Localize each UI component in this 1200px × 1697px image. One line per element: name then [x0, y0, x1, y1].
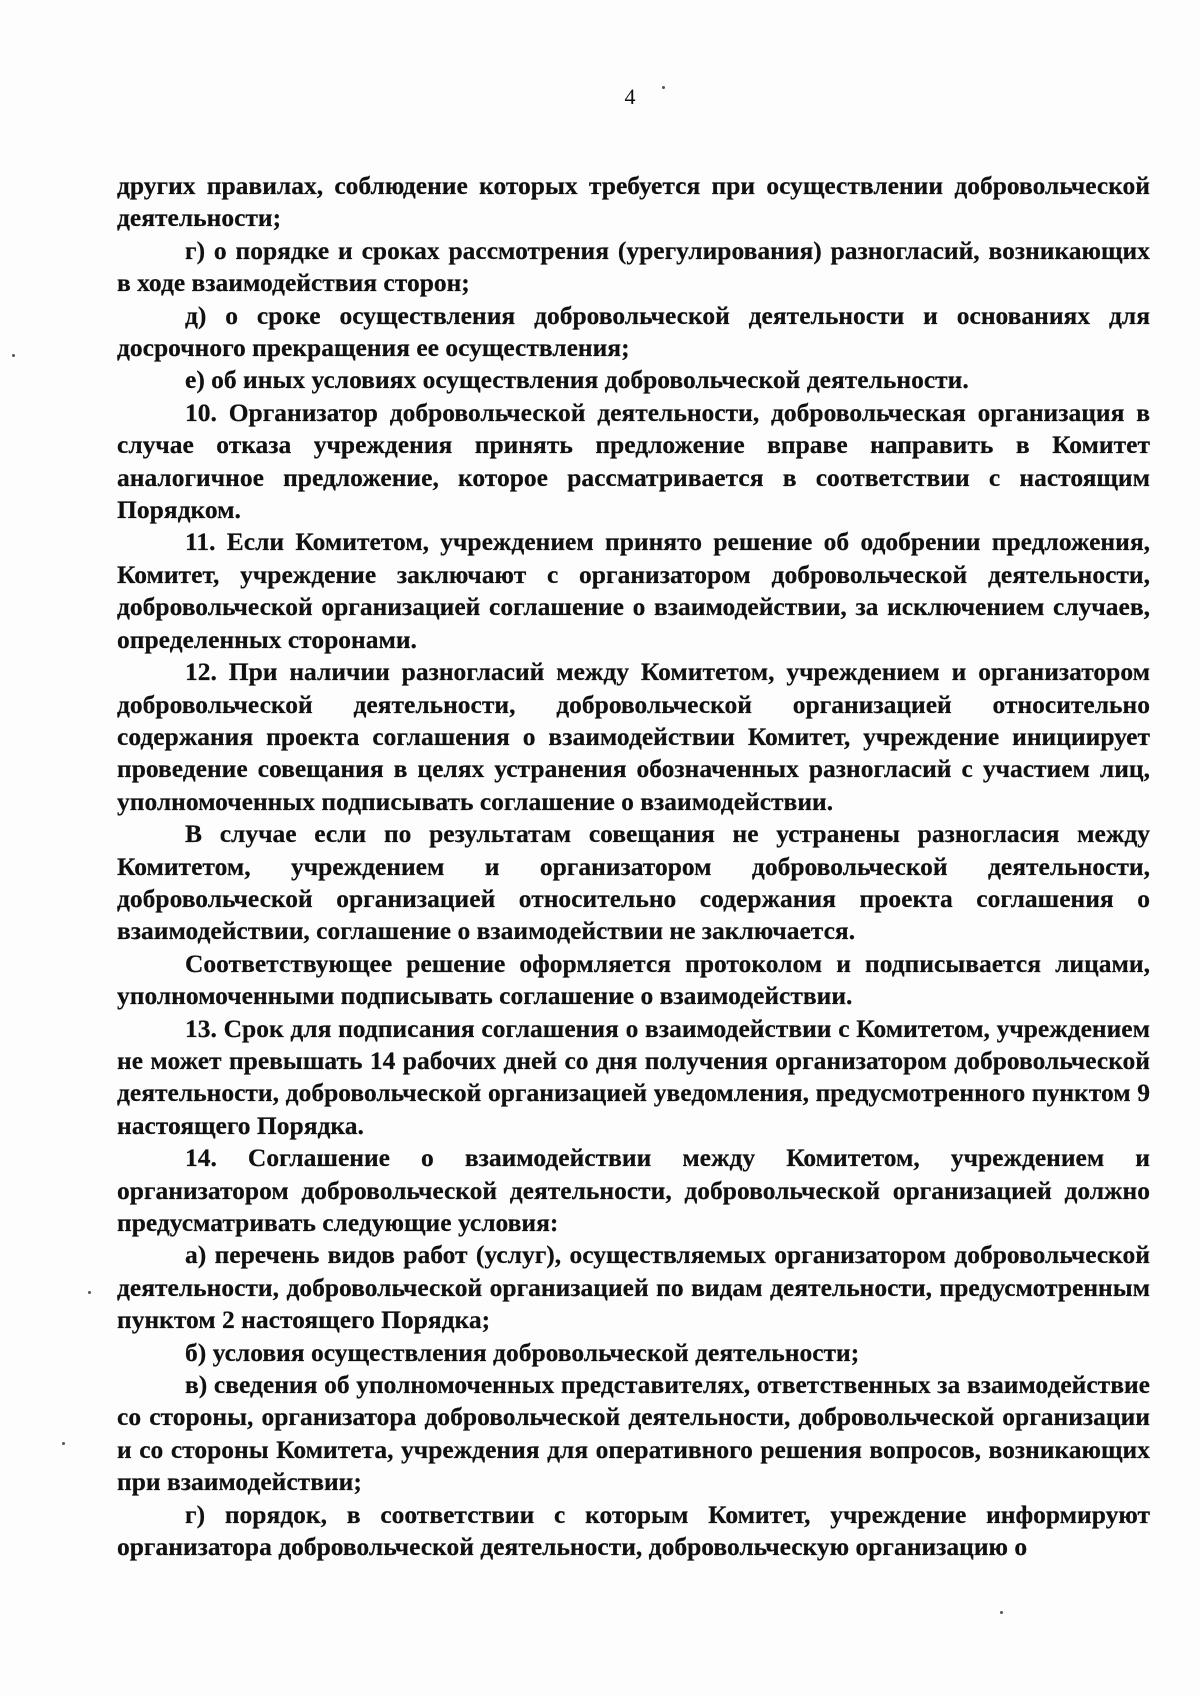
paragraph: а) перечень видов работ (услуг), осуществляемых организатором добровольческой деятельности, добровольческой организацией по видам деятельности, предусмотренным пунктом 2 настоящего Порядка;: [117, 1240, 1150, 1335]
scan-speck: [88, 1291, 91, 1294]
paragraph: г) порядок, в соответствии с которым Комитет, учреждение информируют организатора добровольческой деятельности, добровольческую организацию о: [117, 1499, 1150, 1562]
paragraph: 14. Соглашение о взаимодействии между Комитетом, учреждением и организатором добровольческой деятельности, добровольческой организацией должно предусматривать следующие условия:: [117, 1143, 1150, 1237]
paragraph: 11. Если Комитетом, учреждением принято решение об одобрении предложения, Комитет, учреждение заключают с организатором добровольческой деятельности, добровольческой организацией соглашение о взаимодействии, за исключением случаев, определенных сторонами.: [117, 527, 1150, 654]
paragraph: В случае если по результатам совещания не устранены разногласия между Комитетом, учреждением и организатором добровольческой деятельности, добровольческой организацией относительно содержания проекта соглашения о взаимодействии, соглашение о взаимодействии не заключается.: [117, 819, 1150, 946]
paragraph: в) сведения об уполномоченных представителях, ответственных за взаимодействие со стороны, организатора добровольческой деятельности, добровольческой организации и со стороны Комитета, учреждения для оперативного решения вопросов, возникающих при взаимодействии;: [117, 1370, 1150, 1497]
paragraph: б) условия осуществления добровольческой деятельности;: [185, 1337, 860, 1367]
paragraph: 12. При наличии разногласий между Комитетом, учреждением и организатором добровольческой деятельности, добровольческой организацией относительно содержания проекта соглашения о взаимодействии Комитет, учреждение инициирует проведение совещания в целях устранения обозначенных разногласий с участием лиц, уполномоченных подписывать соглашение о взаимодействии.: [117, 657, 1150, 816]
page-number: 4: [624, 84, 636, 109]
scan-speck: [662, 86, 665, 89]
document-body: [117, 170, 1150, 1563]
paragraph: г) о порядке и сроках рассмотрения (урегулирования) разногласий, возникающих в ходе взаимодействия сторон;: [117, 235, 1150, 298]
paragraph: 10. Организатор добровольческой деятельности, добровольческая организация в случае отказа учреждения принять предложение вправе направить в Комитет аналогичное предложение, которое рассматривается в соответствии с настоящим Порядком.: [117, 397, 1150, 525]
scan-speck: [1000, 1611, 1003, 1614]
paragraph: е) об иных условиях осуществления добровольческой деятельности.: [185, 365, 969, 395]
scan-speck: [62, 1442, 65, 1445]
paragraph: других правилах, соблюдение которых требуется при осуществлении добровольческой деятельности;: [117, 171, 1150, 233]
scan-speck: [12, 354, 15, 357]
paragraph: 13. Срок для подписания соглашения о взаимодействии с Комитетом, учреждением не может превышать 14 рабочих дней со дня получения организатором добровольческой деятельности, добровольческой организацией уведомления, предусмотренного пунктом 9 настоящего Порядка.: [117, 1013, 1150, 1140]
paragraph: д) о сроке осуществления добровольческой деятельности и основаниях для досрочного прекращения ее осуществления;: [117, 300, 1150, 363]
paragraph: Соответствующее решение оформляется протоколом и подписывается лицами, уполномоченными подписывать соглашение о взаимодействии.: [117, 948, 1150, 1011]
